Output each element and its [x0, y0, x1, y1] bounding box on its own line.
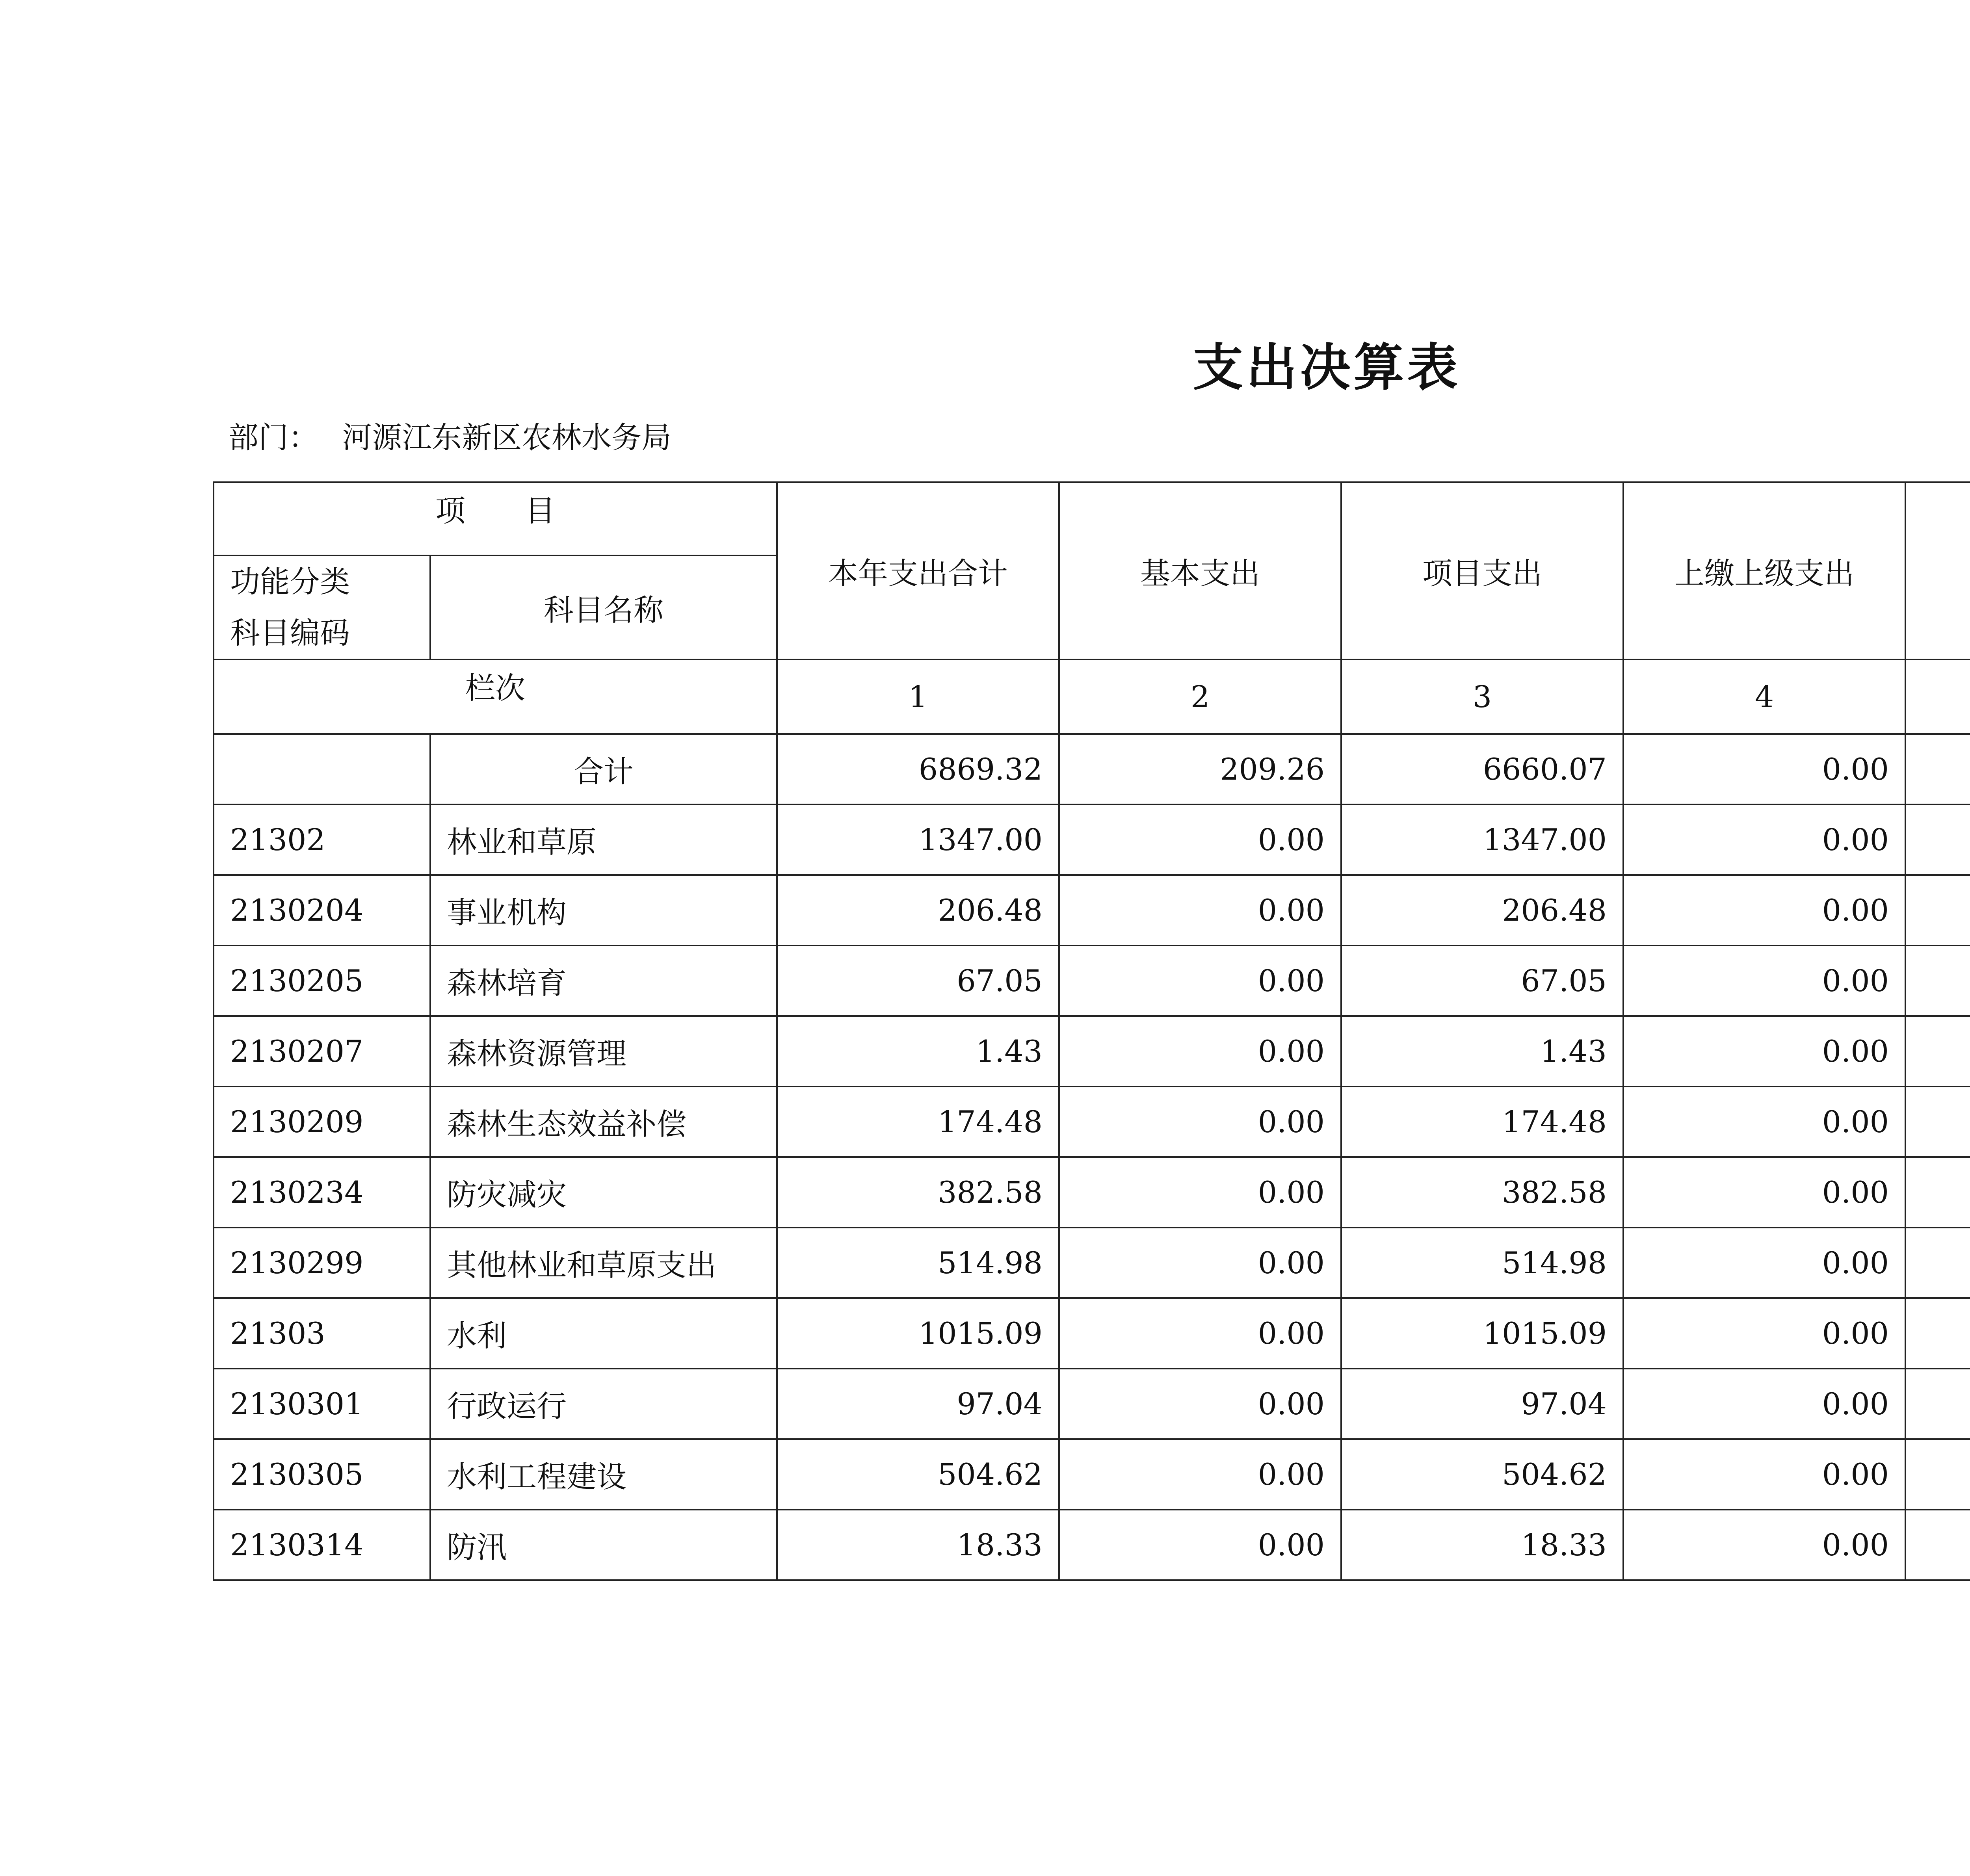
subject-name: 防灾减灾: [430, 1157, 777, 1228]
subject-name: 森林培育: [430, 945, 777, 1016]
table-row: [214, 1087, 1970, 1157]
value-cell: 0.00: [1623, 1087, 1905, 1157]
header-col-upper: 上缴上级支出: [1623, 482, 1905, 659]
subject-name: 森林生态效益补偿: [430, 1087, 777, 1157]
value-cell: 206.48: [1341, 875, 1623, 945]
value-cell: [1905, 804, 1970, 875]
value-cell: 209.26: [1059, 734, 1341, 804]
value-cell: 174.48: [777, 1087, 1059, 1157]
subject-code: 2130314: [214, 1510, 430, 1580]
value-cell: 0.00: [1623, 945, 1905, 1016]
header-project: 项 目: [214, 482, 777, 555]
subject-code: 21302: [214, 804, 430, 875]
index-row: [214, 659, 1970, 734]
table-row: [214, 1157, 1970, 1228]
subject-code: 2130305: [214, 1439, 430, 1510]
value-cell: 0.00: [1623, 1228, 1905, 1298]
value-cell: 18.33: [1341, 1510, 1623, 1580]
subject-code: 2130301: [214, 1369, 430, 1439]
subject-code: 2130204: [214, 875, 430, 945]
value-cell: 0.00: [1059, 1157, 1341, 1228]
value-cell: [1905, 1369, 1970, 1439]
value-cell: 67.05: [777, 945, 1059, 1016]
value-cell: 67.05: [1341, 945, 1623, 1016]
value-cell: 504.62: [1341, 1439, 1623, 1510]
value-cell: [1905, 1510, 1970, 1580]
value-cell: 0.00: [1059, 1298, 1341, 1369]
value-cell: 0.00: [1623, 1510, 1905, 1580]
total-row: [214, 734, 1970, 804]
value-cell: 1015.09: [777, 1298, 1059, 1369]
value-cell: 0.00: [1623, 734, 1905, 804]
subject-code: 2130205: [214, 945, 430, 1016]
value-cell: [1905, 945, 1970, 1016]
table-row: [214, 1439, 1970, 1510]
value-cell: [1905, 1087, 1970, 1157]
index-cell: 3: [1341, 659, 1623, 734]
value-cell: 0.00: [1623, 1439, 1905, 1510]
expenditure-table: [213, 481, 1970, 1581]
subject-code: 2130209: [214, 1087, 430, 1157]
header-col-total: 本年支出合计: [777, 482, 1059, 659]
subject-name: 行政运行: [430, 1369, 777, 1439]
subject-code: 2130234: [214, 1157, 430, 1228]
value-cell: 0.00: [1059, 945, 1341, 1016]
value-cell: 514.98: [777, 1228, 1059, 1298]
header-code-line2: 科目编码: [230, 615, 350, 650]
subject-name: 水利工程建设: [430, 1439, 777, 1510]
value-cell: 0.00: [1623, 1157, 1905, 1228]
table-row: [214, 1298, 1970, 1369]
value-cell: 514.98: [1341, 1228, 1623, 1298]
value-cell: 0.00: [1623, 1016, 1905, 1087]
value-cell: 0.00: [1059, 1228, 1341, 1298]
department-line: [229, 414, 671, 457]
value-cell: [1905, 1298, 1970, 1369]
value-cell: 6660.07: [1341, 734, 1623, 804]
value-cell: [1905, 875, 1970, 945]
table-row: [214, 1016, 1970, 1087]
subject-name: 森林资源管理: [430, 1016, 777, 1087]
value-cell: 0.00: [1623, 875, 1905, 945]
value-cell: 382.58: [777, 1157, 1059, 1228]
subject-code: 2130299: [214, 1228, 430, 1298]
subject-name: 水利: [430, 1298, 777, 1369]
index-cell: [1905, 659, 1970, 734]
value-cell: [1905, 1228, 1970, 1298]
value-cell: 1015.09: [1341, 1298, 1623, 1369]
value-cell: 6869.32: [777, 734, 1059, 804]
value-cell: [1905, 1439, 1970, 1510]
header-subject-name: 科目名称: [430, 555, 777, 659]
value-cell: 1347.00: [1341, 804, 1623, 875]
value-cell: 504.62: [777, 1439, 1059, 1510]
subject-code: 21303: [214, 1298, 430, 1369]
header-col-basic: 基本支出: [1059, 482, 1341, 659]
value-cell: 1347.00: [777, 804, 1059, 875]
header-code-line1: 功能分类: [230, 564, 350, 599]
index-cell: 2: [1059, 659, 1341, 734]
header-col-operating: [1905, 482, 1970, 659]
table-row: [214, 804, 1970, 875]
value-cell: 1.43: [777, 1016, 1059, 1087]
subject-name: 事业机构: [430, 875, 777, 945]
department-label: 部门：: [229, 420, 318, 455]
value-cell: 0.00: [1623, 804, 1905, 875]
value-cell: 206.48: [777, 875, 1059, 945]
header-code: [214, 555, 430, 659]
header-col-project: 项目支出: [1341, 482, 1623, 659]
value-cell: 0.00: [1059, 875, 1341, 945]
subject-name: 合计: [430, 734, 777, 804]
value-cell: 0.00: [1059, 1016, 1341, 1087]
value-cell: 0.00: [1623, 1369, 1905, 1439]
subject-name: 其他林业和草原支出: [430, 1228, 777, 1298]
subject-name: 林业和草原: [430, 804, 777, 875]
value-cell: 174.48: [1341, 1087, 1623, 1157]
table-body: [214, 734, 1970, 1580]
table-row: [214, 945, 1970, 1016]
value-cell: 382.58: [1341, 1157, 1623, 1228]
subject-code: [214, 734, 430, 804]
department-name: 河源江东新区农林水务局: [342, 420, 671, 455]
value-cell: 0.00: [1623, 1298, 1905, 1369]
index-label: 栏次: [214, 659, 777, 734]
subject-code: 2130207: [214, 1016, 430, 1087]
value-cell: [1905, 1157, 1970, 1228]
value-cell: [1905, 734, 1970, 804]
value-cell: 0.00: [1059, 1439, 1341, 1510]
table-row: [214, 1510, 1970, 1580]
value-cell: 0.00: [1059, 1087, 1341, 1157]
value-cell: 0.00: [1059, 804, 1341, 875]
value-cell: 18.33: [777, 1510, 1059, 1580]
index-cell: 4: [1623, 659, 1905, 734]
value-cell: 97.04: [1341, 1369, 1623, 1439]
subject-name: 防汛: [430, 1510, 777, 1580]
table-row: [214, 1369, 1970, 1439]
table-row: [214, 1228, 1970, 1298]
header-row-1: [214, 482, 1970, 555]
value-cell: 0.00: [1059, 1510, 1341, 1580]
value-cell: 0.00: [1059, 1369, 1341, 1439]
index-cell: 1: [777, 659, 1059, 734]
value-cell: 97.04: [777, 1369, 1059, 1439]
table-row: [214, 875, 1970, 945]
value-cell: 1.43: [1341, 1016, 1623, 1087]
page-title: 支出决算表: [1193, 338, 1461, 397]
value-cell: [1905, 1016, 1970, 1087]
